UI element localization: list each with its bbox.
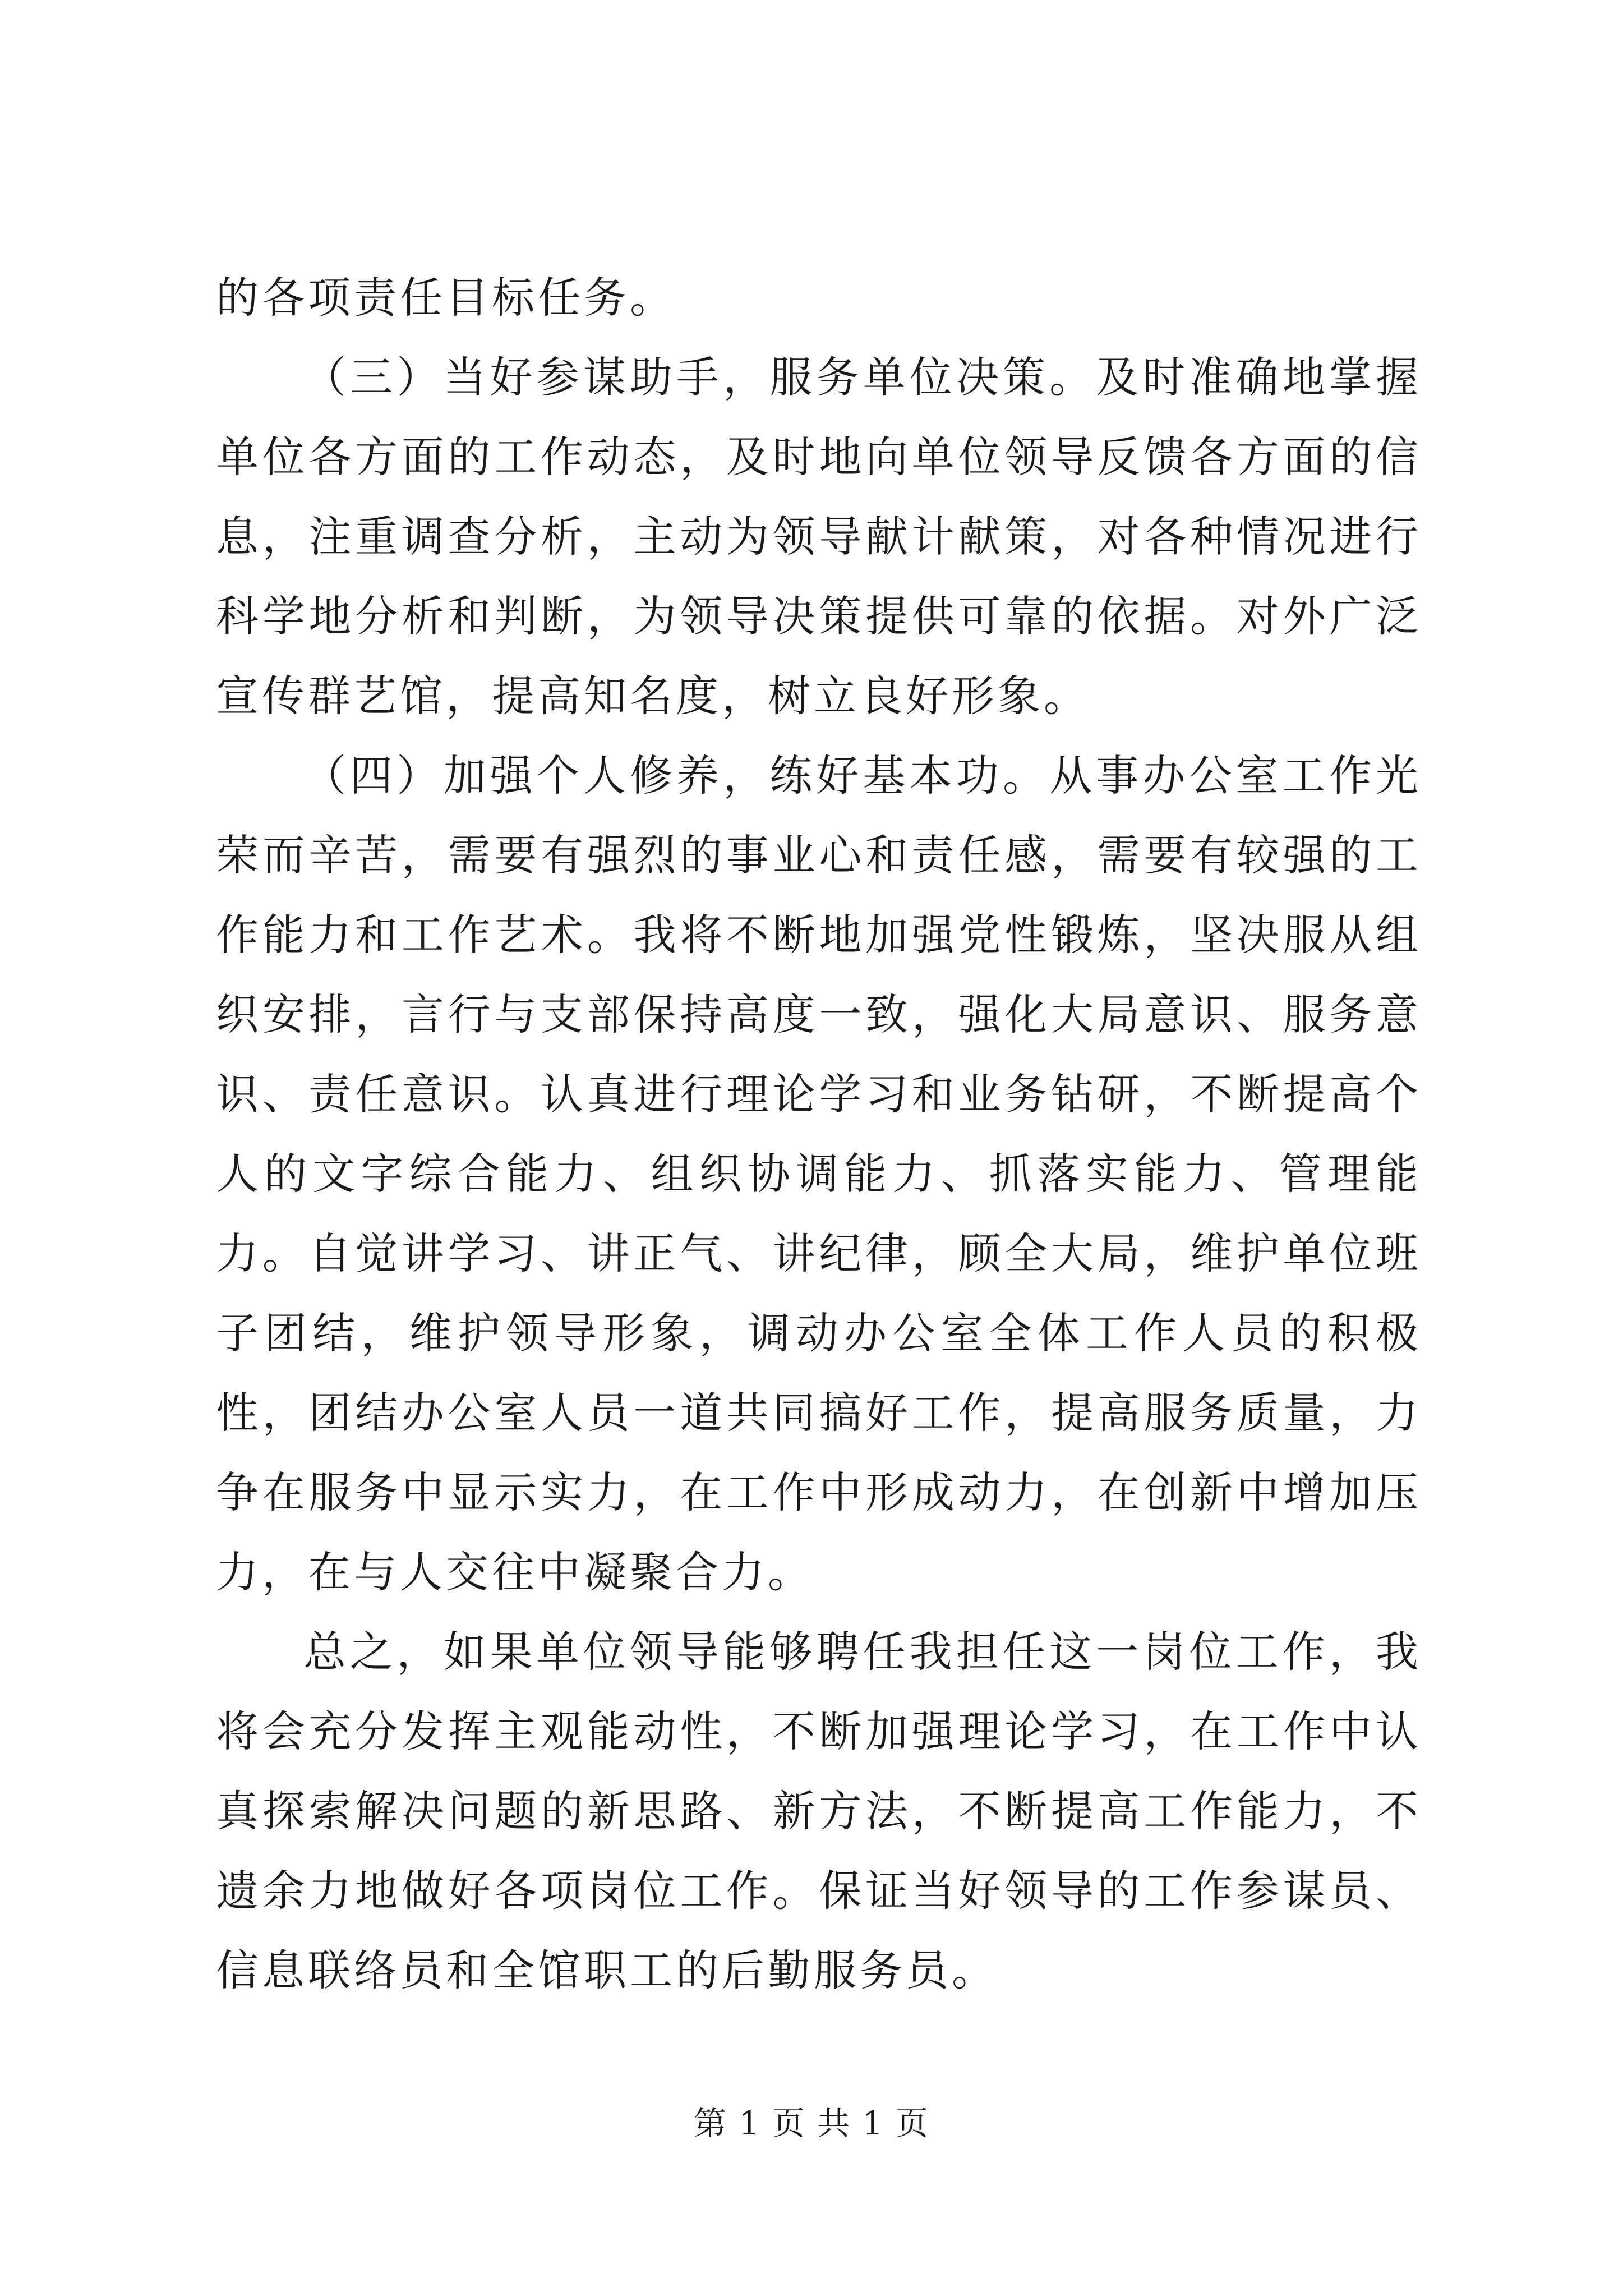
- paragraph-conclusion: 总之，如果单位领导能够聘任我担任这一岗位工作，我将会充分发挥主观能动性，不断加强理论学习，在工作中认真探索解决问题的新思路、新方法，不断提高工作能力，不遗余力地做好各项岗位工作。保证当好领导的工作参谋员、信息联络员和全馆职工的后勤服务员。: [216, 1627, 1422, 1995]
- page-footer: 第 1 页 共 1 页: [694, 2104, 929, 2142]
- document-body: [216, 258, 1422, 2010]
- paragraph-continuation: 的各项责任目标任务。: [216, 273, 676, 323]
- paragraph-section-three: （三）当好参谋助手，服务单位决策。及时准确地掌握单位各方面的工作动态，及时地向单位领导反馈各方面的信息，注重调查分析，主动为领导献计献策，对各种情况进行科学地分析和判断，为领导决策提供可靠的依据。对外广泛宣传群艺馆，提高知名度，树立良好形象。: [216, 352, 1422, 721]
- paragraph-section-four: （四）加强个人修养，练好基本功。从事办公室工作光荣而辛苦，需要有强烈的事业心和责任感，需要有较强的工作能力和工作艺术。我将不断地加强党性锻炼，坚决服从组织安排，言行与支部保持高度一致，强化大局意识、服务意识、责任意识。认真进行理论学习和业务钻研，不断提高个人的文字综合能力、组织协调能力、抓落实能力、管理能力。自觉讲学习、讲正气、讲纪律，顾全大局，维护单位班子团结，维护领导形象，调动办公室全体工作人员的积极性，团结办公室人员一道共同搞好工作，提高服务质量，力争在服务中显示实力，在工作中形成动力，在创新中增加压力，在与人交往中凝聚合力。: [216, 751, 1422, 1597]
